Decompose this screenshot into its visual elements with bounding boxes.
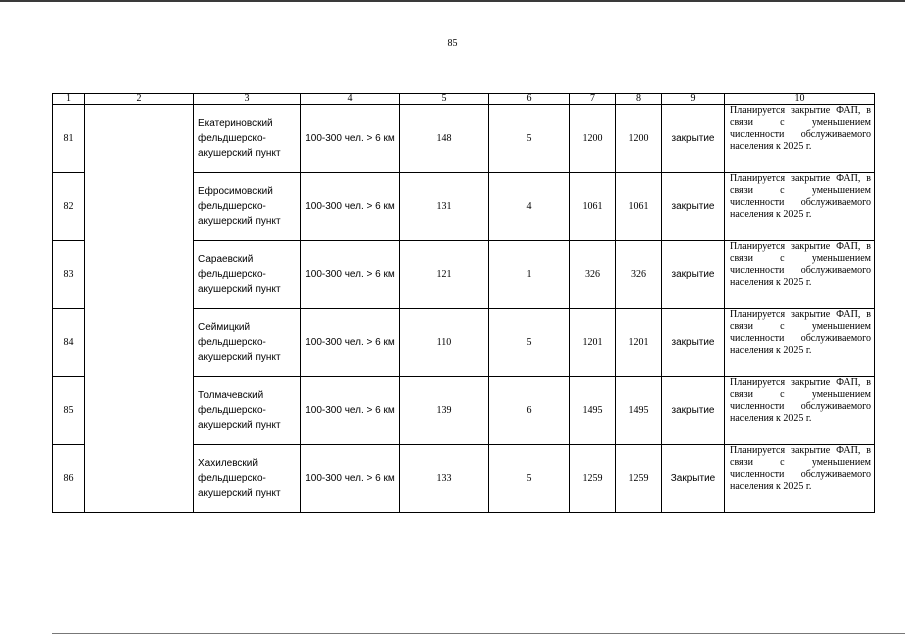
note-text: Планируется закрытие ФАП, в связи с уменьшением численности обслуживаемого населения к 2025 г. [725,241,875,309]
column-5-value: 148 [400,105,489,173]
status-value: закрытие [662,377,725,445]
page-number: 85 [447,38,458,49]
fap-table [52,93,875,513]
column-header: 10 [725,94,875,105]
column-header: 9 [662,94,725,105]
status-value: закрытие [662,309,725,377]
column-7-value: 1495 [570,377,616,445]
population-distance: 100-300 чел. > 6 км [301,309,400,377]
column-header: 3 [194,94,301,105]
column-header: 1 [53,94,85,105]
row-number: 81 [53,105,85,173]
column-6-value: 6 [489,377,570,445]
facility-name: Хахилевский фельдшерско-акушерский пункт [194,445,301,513]
column-5-value: 131 [400,173,489,241]
facility-name: Ефросимовский фельдшерско-акушерский пункт [194,173,301,241]
column-7-value: 1061 [570,173,616,241]
column-7-value: 326 [570,241,616,309]
population-distance: 100-300 чел. > 6 км [301,105,400,173]
column-6-value: 1 [489,241,570,309]
column-number-row [53,94,875,105]
population-distance: 100-300 чел. > 6 км [301,445,400,513]
facility-name: Екатериновский фельдшерско-акушерский пункт [194,105,301,173]
population-distance: 100-300 чел. > 6 км [301,173,400,241]
page-bottom-edge [52,633,905,634]
note-text: Планируется закрытие ФАП, в связи с уменьшением численности обслуживаемого населения к 2025 г. [725,105,875,173]
column-5-value: 110 [400,309,489,377]
facility-name: Толмачевский фельдшерско-акушерский пункт [194,377,301,445]
column-header: 2 [85,94,194,105]
column-header: 7 [570,94,616,105]
column-header: 6 [489,94,570,105]
column-6-value: 5 [489,445,570,513]
merged-empty-cell [85,105,194,513]
note-text: Планируется закрытие ФАП, в связи с уменьшением численности обслуживаемого населения к 2025 г. [725,377,875,445]
note-text: Планируется закрытие ФАП, в связи с уменьшением численности обслуживаемого населения к 2025 г. [725,309,875,377]
column-5-value: 121 [400,241,489,309]
status-value: Закрытие [662,445,725,513]
status-value: закрытие [662,241,725,309]
note-text: Планируется закрытие ФАП, в связи с уменьшением численности обслуживаемого населения к 2025 г. [725,173,875,241]
population-distance: 100-300 чел. > 6 км [301,241,400,309]
column-8-value: 1495 [616,377,662,445]
column-7-value: 1200 [570,105,616,173]
column-header: 8 [616,94,662,105]
row-number: 84 [53,309,85,377]
column-6-value: 5 [489,309,570,377]
column-8-value: 1200 [616,105,662,173]
table-row [53,105,875,173]
column-8-value: 1061 [616,173,662,241]
column-5-value: 139 [400,377,489,445]
column-8-value: 326 [616,241,662,309]
column-7-value: 1201 [570,309,616,377]
column-header: 5 [400,94,489,105]
column-5-value: 133 [400,445,489,513]
row-number: 86 [53,445,85,513]
facility-name: Сеймицкий фельдшерско-акушерский пункт [194,309,301,377]
status-value: закрытие [662,173,725,241]
column-8-value: 1259 [616,445,662,513]
status-value: закрытие [662,105,725,173]
row-number: 82 [53,173,85,241]
column-6-value: 4 [489,173,570,241]
column-header: 4 [301,94,400,105]
column-6-value: 5 [489,105,570,173]
row-number: 85 [53,377,85,445]
column-8-value: 1201 [616,309,662,377]
page-top-edge [0,0,905,2]
row-number: 83 [53,241,85,309]
facility-name: Сараевский фельдшерско-акушерский пункт [194,241,301,309]
population-distance: 100-300 чел. > 6 км [301,377,400,445]
note-text: Планируется закрытие ФАП, в связи с уменьшением численности обслуживаемого населения к 2025 г. [725,445,875,513]
column-7-value: 1259 [570,445,616,513]
